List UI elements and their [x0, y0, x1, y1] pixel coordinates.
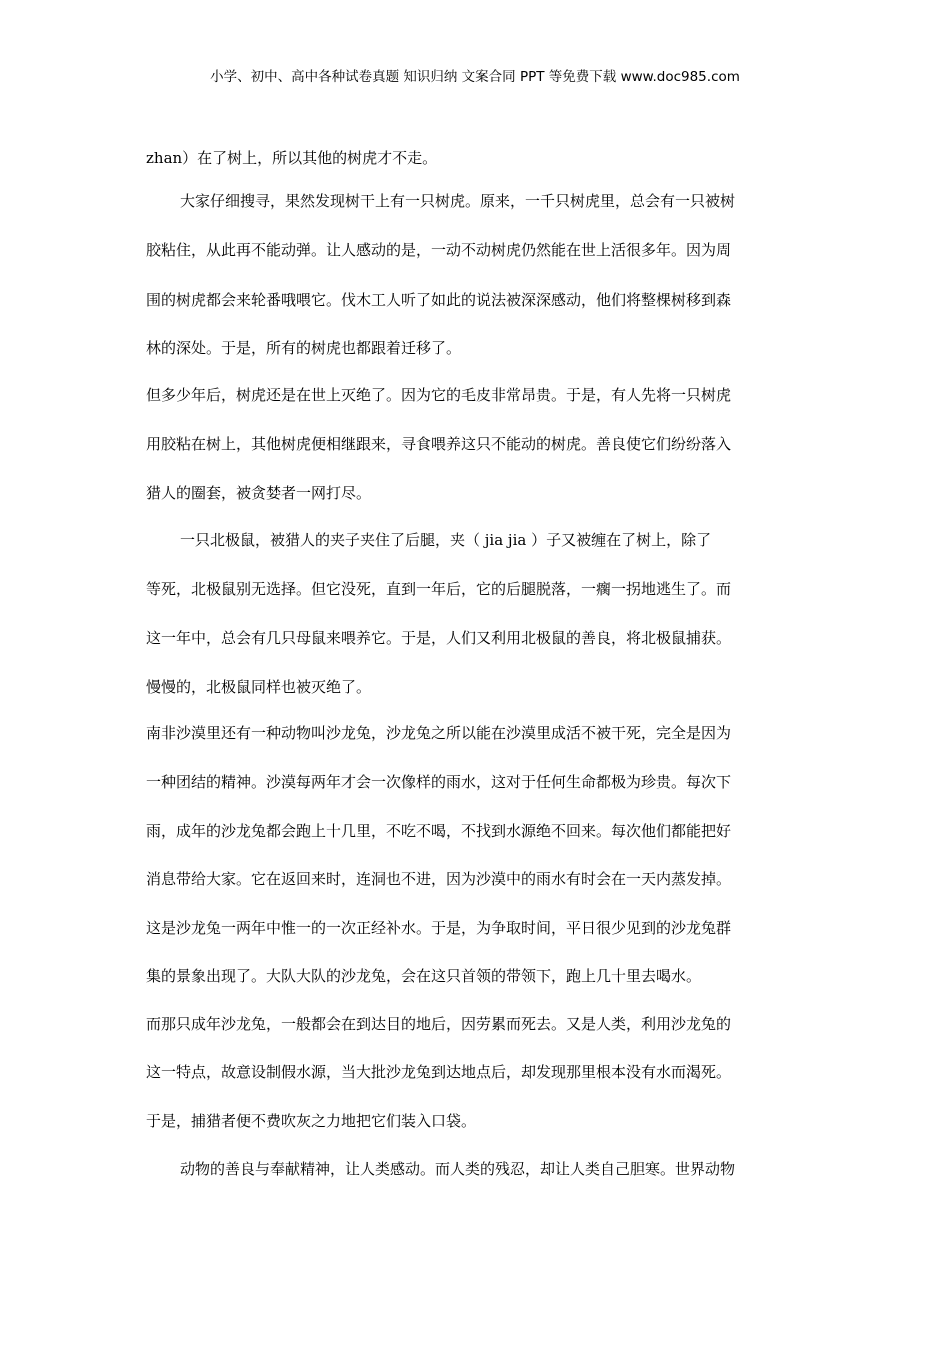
- paragraph-line: 动物的善良与奉献精神，让人类感动。而人类的残忍，却让人类自己胆寒。世界动物: [180, 1160, 736, 1178]
- text-line: 雨，成年的沙龙兔都会跑上十几里，不吃不喝，不找到水源绝不回来。每次他们都能把好: [146, 822, 732, 840]
- text-line: 一种团结的精神。沙漠每两年才会一次像样的雨水，这对于任何生命都极为珍贵。每次下: [146, 773, 732, 791]
- text-line: 用胶粘在树上，其他树虎便相继跟来，寻食喂养这只不能动的树虎。善良使它们纷纷落入: [146, 435, 732, 453]
- paragraph-line: 但多少年后，树虎还是在世上灭绝了。因为它的毛皮非常昂贵。于是，有人先将一只树虎: [146, 386, 732, 404]
- page-header: 小学、初中、高中各种试卷真题 知识归纳 文案合同 PPT 等免费下载 www.doc985.com: [210, 69, 740, 85]
- text-line: 林的深处。于是，所有的树虎也都跟着迁移了。: [146, 339, 462, 357]
- paragraph-line: 一只北极鼠，被猎人的夹子夹住了后腿，夹（ jia jia ）子又被缠在了树上，除了: [180, 531, 712, 549]
- text-line: 于是，捕猎者便不费吹灰之力地把它们装入口袋。: [146, 1112, 477, 1130]
- text-line: 消息带给大家。它在返回来时，连洞也不进，因为沙漠中的雨水有时会在一天内蒸发掉。: [146, 870, 732, 888]
- text-line: 这是沙龙兔一两年中惟一的一次正经补水。于是，为争取时间，平日很少见到的沙龙兔群: [146, 919, 732, 937]
- text-line: 胶粘住，从此再不能动弹。让人感动的是，一动不动树虎仍然能在世上活很多年。因为周: [146, 241, 732, 259]
- text-line: 等死，北极鼠别无选择。但它没死，直到一年后，它的后腿脱落，一瘸一拐地逃生了。而: [146, 580, 732, 598]
- text-line: 这一年中，总会有几只母鼠来喂养它。于是，人们又利用北极鼠的善良，将北极鼠捕获。: [146, 629, 732, 647]
- text-line: 围的树虎都会来轮番哦喂它。伐木工人听了如此的说法被深深感动，他们将整棵树移到森: [146, 291, 732, 309]
- paragraph-line: 南非沙漠里还有一种动物叫沙龙兔，沙龙兔之所以能在沙漠里成活不被干死，完全是因为: [146, 724, 732, 742]
- text-line: zhan）在了树上，所以其他的树虎才不走。: [146, 149, 438, 167]
- paragraph-line: 大家仔细搜寻，果然发现树干上有一只树虎。原来，一千只树虎里，总会有一只被树: [180, 192, 736, 210]
- text-line: 慢慢的，北极鼠同样也被灭绝了。: [146, 678, 372, 696]
- paragraph-line: 而那只成年沙龙兔，一般都会在到达目的地后，因劳累而死去。又是人类，利用沙龙兔的: [146, 1015, 732, 1033]
- text-line: 集的景象出现了。大队大队的沙龙兔，会在这只首领的带领下，跑上几十里去喝水。: [146, 967, 702, 985]
- text-line: 这一特点，故意设制假水源，当大批沙龙兔到达地点后，却发现那里根本没有水而渴死。: [146, 1063, 732, 1081]
- text-line: 猎人的圈套，被贪婪者一网打尽。: [146, 484, 372, 502]
